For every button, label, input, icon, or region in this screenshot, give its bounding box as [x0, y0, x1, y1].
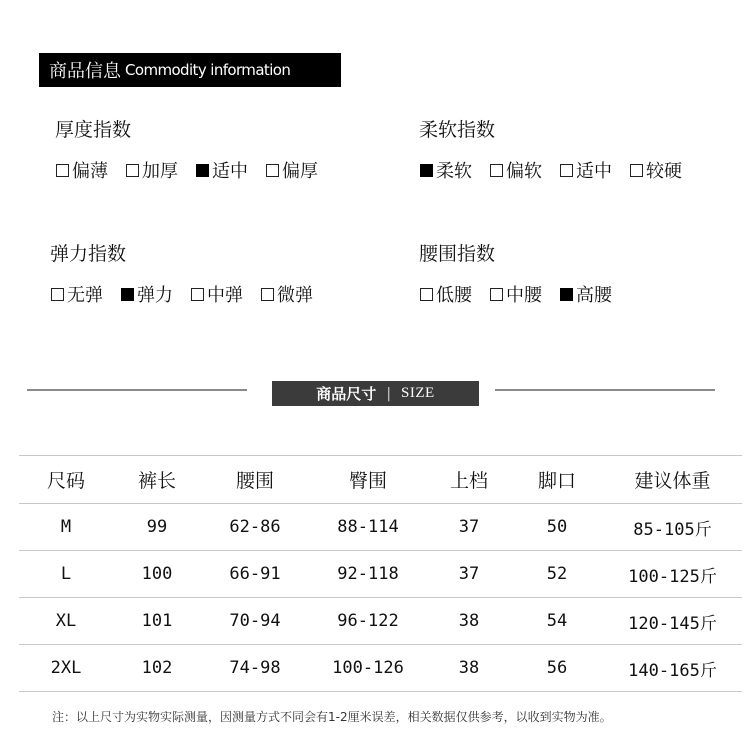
- thickness-index-title: 厚度指数: [55, 119, 132, 141]
- size-header-cn: 商品尺寸: [316, 385, 377, 403]
- size-header-separator: |: [386, 385, 392, 402]
- option-item: 偏软: [490, 157, 542, 183]
- table-row: [19, 504, 742, 551]
- table-cell: 99: [113, 504, 201, 551]
- checkbox-icon: [56, 164, 69, 177]
- size-section-header: [272, 381, 479, 406]
- table-cell: 92-118: [309, 551, 427, 598]
- table-cell: 54: [511, 598, 603, 645]
- table-cell: 140-165斤: [603, 645, 742, 692]
- waist-index-title: 腰围指数: [419, 243, 496, 265]
- header-title-cn: 商品信息: [49, 61, 121, 82]
- table-cell: 100-126: [309, 645, 427, 692]
- checkbox-icon: [630, 164, 643, 177]
- table-cell: 2XL: [19, 645, 113, 692]
- softness-index-title: 柔软指数: [419, 119, 496, 141]
- thickness-options: [56, 157, 336, 183]
- option-item: 偏薄: [56, 157, 108, 183]
- table-cell: 56: [511, 645, 603, 692]
- table-cell: 101: [113, 598, 201, 645]
- table-cell: 102: [113, 645, 201, 692]
- softness-options: [420, 157, 700, 183]
- header-leg-opening: 脚口: [511, 456, 603, 504]
- table-cell: 38: [427, 645, 511, 692]
- table-cell: 74-98: [201, 645, 309, 692]
- table-cell: 50: [511, 504, 603, 551]
- table-cell: 70-94: [201, 598, 309, 645]
- table-row: [19, 598, 742, 645]
- size-header-en: SIZE: [401, 385, 435, 401]
- checkbox-icon: [266, 164, 279, 177]
- header-size: 尺码: [19, 456, 113, 504]
- header-suggested-weight: 建议体重: [603, 456, 742, 504]
- checkbox-icon: [560, 164, 573, 177]
- header-title-en: Commodity information: [125, 61, 291, 79]
- option-item: 加厚: [126, 157, 178, 183]
- checked-checkbox-icon: [560, 288, 573, 301]
- table-cell: 85-105斤: [603, 504, 742, 551]
- header-rise: 上档: [427, 456, 511, 504]
- checkbox-icon: [261, 288, 274, 301]
- checkbox-icon: [420, 288, 433, 301]
- option-item: 无弹: [51, 281, 103, 307]
- divider-left: [27, 389, 247, 391]
- size-table: [19, 455, 742, 692]
- checkbox-icon: [126, 164, 139, 177]
- checked-checkbox-icon: [196, 164, 209, 177]
- option-item: 较硬: [630, 157, 682, 183]
- table-cell: M: [19, 504, 113, 551]
- table-cell: 96-122: [309, 598, 427, 645]
- table-row: [19, 551, 742, 598]
- table-cell: 52: [511, 551, 603, 598]
- table-cell: 100-125斤: [603, 551, 742, 598]
- commodity-info-header: [39, 53, 341, 87]
- table-cell: L: [19, 551, 113, 598]
- option-item: 微弹: [261, 281, 313, 307]
- table-cell: 37: [427, 551, 511, 598]
- checkbox-icon: [490, 164, 503, 177]
- elasticity-options: [51, 281, 331, 307]
- option-item: 弹力: [121, 281, 173, 307]
- checkbox-icon: [490, 288, 503, 301]
- table-cell: 62-86: [201, 504, 309, 551]
- checked-checkbox-icon: [420, 164, 433, 177]
- option-item: 中弹: [191, 281, 243, 307]
- waist-options: [420, 281, 630, 307]
- option-item: 中腰: [490, 281, 542, 307]
- table-cell: 120-145斤: [603, 598, 742, 645]
- checked-checkbox-icon: [121, 288, 134, 301]
- header-waist: 腰围: [201, 456, 309, 504]
- option-item: 高腰: [560, 281, 612, 307]
- table-cell: 88-114: [309, 504, 427, 551]
- table-cell: 66-91: [201, 551, 309, 598]
- checkbox-icon: [51, 288, 64, 301]
- option-item: 适中: [560, 157, 612, 183]
- option-item: 适中: [196, 157, 248, 183]
- elasticity-index-title: 弹力指数: [50, 243, 127, 265]
- table-cell: 100: [113, 551, 201, 598]
- checkbox-icon: [191, 288, 204, 301]
- measurement-note: 注：以上尺寸为实物实际测量，因测量方式不同会有1-2厘米误差，相关数据仅供参考，以收到实物为准。: [52, 710, 612, 724]
- header-hip: 臀围: [309, 456, 427, 504]
- table-cell: 38: [427, 598, 511, 645]
- option-item: 柔软: [420, 157, 472, 183]
- table-cell: 37: [427, 504, 511, 551]
- option-item: 低腰: [420, 281, 472, 307]
- header-pants-length: 裤长: [113, 456, 201, 504]
- table-cell: XL: [19, 598, 113, 645]
- table-row: [19, 645, 742, 692]
- table-header-row: [19, 456, 742, 504]
- option-item: 偏厚: [266, 157, 318, 183]
- divider-right: [495, 389, 715, 391]
